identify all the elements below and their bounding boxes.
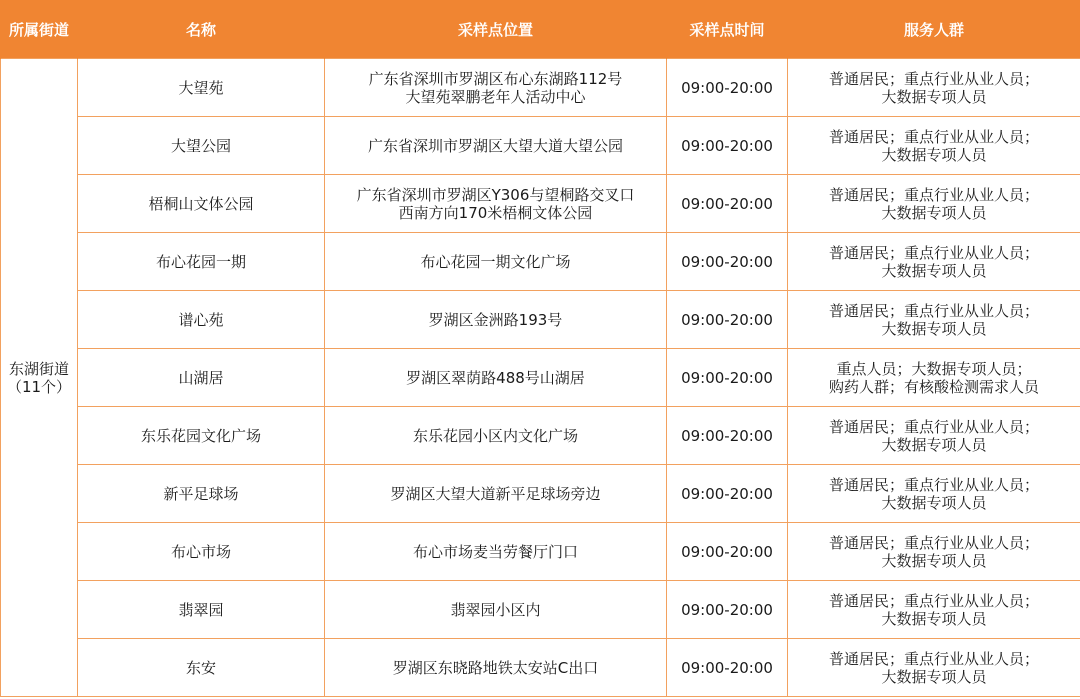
site-location: 罗湖区大望大道新平足球场旁边 bbox=[325, 465, 667, 523]
site-name: 谱心苑 bbox=[78, 291, 325, 349]
site-time: 09:00-20:00 bbox=[667, 523, 788, 581]
table-row bbox=[1, 117, 1080, 175]
header-location: 采样点位置 bbox=[325, 0, 667, 59]
site-name: 东安 bbox=[78, 639, 325, 697]
table-row bbox=[1, 349, 1080, 407]
site-name: 大望苑 bbox=[78, 59, 325, 117]
site-service-group: 普通居民；重点行业从业人员； 大数据专项人员 bbox=[788, 291, 1080, 349]
site-location: 罗湖区东晓路地铁太安站C出口 bbox=[325, 639, 667, 697]
site-service-group: 普通居民；重点行业从业人员； 大数据专项人员 bbox=[788, 523, 1080, 581]
site-time: 09:00-20:00 bbox=[667, 175, 788, 233]
table-row bbox=[1, 581, 1080, 639]
header-time: 采样点时间 bbox=[667, 0, 788, 59]
header-row bbox=[1, 0, 1080, 59]
site-location: 广东省深圳市罗湖区Y306与望桐路交叉口 西南方向170米梧桐文体公园 bbox=[325, 175, 667, 233]
site-time: 09:00-20:00 bbox=[667, 465, 788, 523]
site-time: 09:00-20:00 bbox=[667, 59, 788, 117]
site-service-group: 普通居民；重点行业从业人员； 大数据专项人员 bbox=[788, 175, 1080, 233]
site-time: 09:00-20:00 bbox=[667, 291, 788, 349]
site-time: 09:00-20:00 bbox=[667, 349, 788, 407]
site-service-group: 普通居民；重点行业从业人员； 大数据专项人员 bbox=[788, 407, 1080, 465]
site-location: 布心花园一期文化广场 bbox=[325, 233, 667, 291]
site-time: 09:00-20:00 bbox=[667, 639, 788, 697]
site-location: 翡翠园小区内 bbox=[325, 581, 667, 639]
header-street: 所属街道 bbox=[1, 0, 78, 59]
table-row bbox=[1, 465, 1080, 523]
site-name: 山湖居 bbox=[78, 349, 325, 407]
site-name: 梧桐山文体公园 bbox=[78, 175, 325, 233]
site-service-group: 普通居民；重点行业从业人员； 大数据专项人员 bbox=[788, 233, 1080, 291]
site-name: 东乐花园文化广场 bbox=[78, 407, 325, 465]
header-service-group: 服务人群 bbox=[788, 0, 1080, 59]
header-name: 名称 bbox=[78, 0, 325, 59]
table-row bbox=[1, 523, 1080, 581]
site-location: 广东省深圳市罗湖区布心东湖路112号 大望苑翠鹏老年人活动中心 bbox=[325, 59, 667, 117]
site-location: 布心市场麦当劳餐厅门口 bbox=[325, 523, 667, 581]
site-name: 布心花园一期 bbox=[78, 233, 325, 291]
site-service-group: 普通居民；重点行业从业人员； 大数据专项人员 bbox=[788, 639, 1080, 697]
site-name: 新平足球场 bbox=[78, 465, 325, 523]
site-service-group: 普通居民；重点行业从业人员； 大数据专项人员 bbox=[788, 59, 1080, 117]
site-service-group: 普通居民；重点行业从业人员； 大数据专项人员 bbox=[788, 465, 1080, 523]
table-body bbox=[1, 59, 1080, 697]
table-row bbox=[1, 175, 1080, 233]
site-service-group: 重点人员；大数据专项人员； 购药人群；有核酸检测需求人员 bbox=[788, 349, 1080, 407]
table-row bbox=[1, 291, 1080, 349]
site-name: 布心市场 bbox=[78, 523, 325, 581]
site-time: 09:00-20:00 bbox=[667, 117, 788, 175]
site-time: 09:00-20:00 bbox=[667, 407, 788, 465]
site-location: 广东省深圳市罗湖区大望大道大望公园 bbox=[325, 117, 667, 175]
table-row bbox=[1, 639, 1080, 697]
site-location: 罗湖区金洲路193号 bbox=[325, 291, 667, 349]
site-service-group: 普通居民；重点行业从业人员； 大数据专项人员 bbox=[788, 581, 1080, 639]
table-row bbox=[1, 407, 1080, 465]
table-row bbox=[1, 59, 1080, 117]
site-location: 罗湖区翠荫路488号山湖居 bbox=[325, 349, 667, 407]
site-name: 大望公园 bbox=[78, 117, 325, 175]
site-time: 09:00-20:00 bbox=[667, 581, 788, 639]
site-name: 翡翠园 bbox=[78, 581, 325, 639]
table-row bbox=[1, 233, 1080, 291]
street-cell: 东湖街道 （11个） bbox=[1, 59, 78, 697]
site-service-group: 普通居民；重点行业从业人员； 大数据专项人员 bbox=[788, 117, 1080, 175]
site-time: 09:00-20:00 bbox=[667, 233, 788, 291]
site-location: 东乐花园小区内文化广场 bbox=[325, 407, 667, 465]
table-header bbox=[1, 0, 1080, 59]
